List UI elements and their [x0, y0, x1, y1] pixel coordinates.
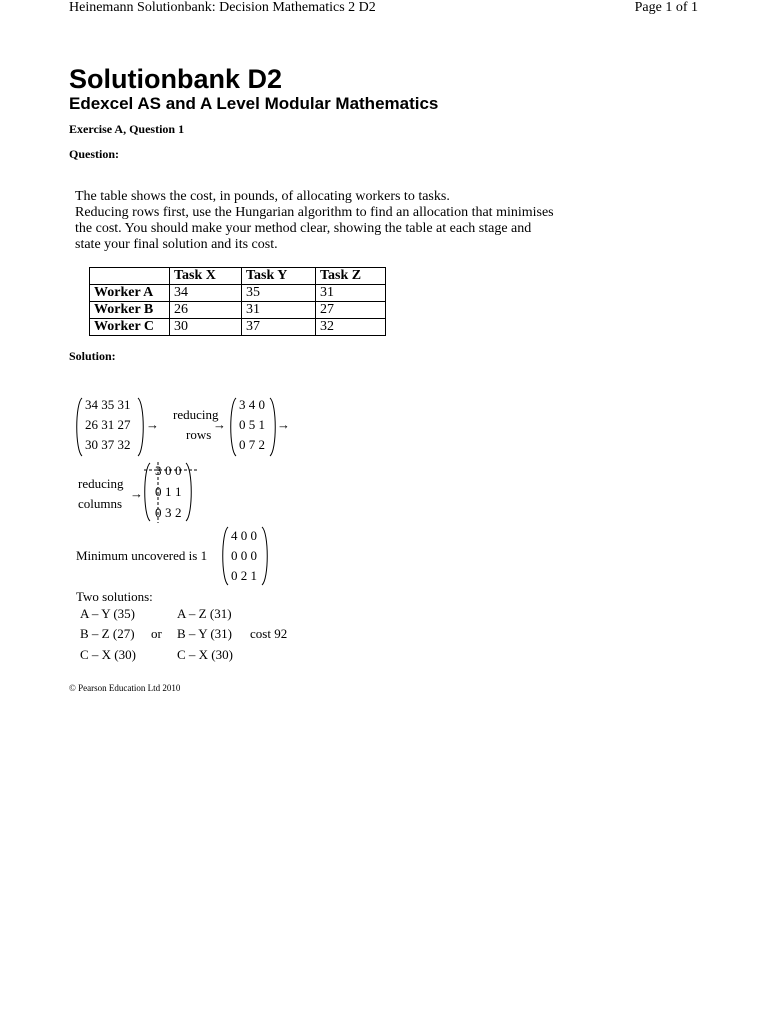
matrix-row: 26 31 27	[85, 417, 131, 432]
matrix-row: 3 4 0	[239, 397, 265, 412]
page-subtitle: Edexcel AS and A Level Modular Mathematics	[69, 94, 439, 113]
total-cost-label: cost 92	[250, 626, 288, 641]
matrix-row: 0 2 1	[231, 568, 257, 583]
solution-1-line: A – Y (35)	[80, 606, 136, 621]
left-paren	[77, 398, 82, 456]
arrow-right-icon: →	[277, 417, 290, 432]
page-header-title: Heinemann Solutionbank: Decision Mathematics 2 D2	[69, 0, 376, 15]
left-paren	[223, 527, 228, 585]
row-header-cell: Worker A	[90, 285, 170, 302]
table-cell: 32	[316, 319, 386, 336]
cols-reduced-matrix	[144, 462, 198, 523]
reducing-rows-label: rows	[186, 427, 212, 442]
matrix-cell: 3	[165, 505, 172, 520]
question-line: The table shows the cost, in pounds, of allocating workers to tasks.	[75, 189, 450, 204]
table-header-cell: Task X	[170, 268, 242, 285]
final-matrix	[223, 527, 268, 585]
matrix-row: 4 0 0	[231, 528, 257, 543]
table-cell: 34	[170, 285, 242, 302]
row-header-cell: Worker C	[90, 319, 170, 336]
reducing-rows-label: reducing	[173, 407, 219, 422]
two-solutions-label: Two solutions:	[76, 589, 153, 604]
matrix-cell: 0	[155, 484, 162, 499]
solution-label: Solution:	[69, 349, 116, 363]
matrix-row: 0 5 1	[239, 417, 265, 432]
exercise-label: Exercise A, Question 1	[69, 122, 185, 136]
matrix-cell: 1	[175, 484, 182, 499]
arrow-right-icon: →	[130, 486, 143, 501]
matrix-row: 30 37 32	[85, 437, 131, 452]
matrix-cell: 0	[155, 505, 162, 520]
original-matrix	[77, 397, 144, 456]
right-paren	[262, 527, 267, 585]
matrix-cell: 0	[165, 463, 172, 478]
solution-2-line: A – Z (31)	[177, 606, 232, 621]
solution-2-line: B – Y (31)	[177, 626, 233, 641]
table-cell: 37	[242, 319, 316, 336]
rows-reduced-matrix	[231, 397, 276, 456]
solution-2-line: C – X (30)	[177, 647, 233, 662]
row-header-cell: Worker B	[90, 302, 170, 319]
solution-1-line: C – X (30)	[80, 647, 136, 662]
question-line: Reducing rows first, use the Hungarian algorithm to find an allocation that minimises	[75, 205, 554, 220]
left-paren	[145, 463, 150, 521]
question-line: the cost. You should make your method clear, showing the table at each stage and	[75, 221, 532, 236]
question-label: Question:	[69, 147, 120, 161]
matrix-cell: 1	[165, 484, 172, 499]
reducing-columns-label: reducing	[78, 476, 124, 491]
solution-1-line: B – Z (27)	[80, 626, 135, 641]
matrix-row: 34 35 31	[85, 397, 131, 412]
table-header-cell: Task Z	[316, 268, 386, 285]
table-cell: 26	[170, 302, 242, 319]
table-header-cell: Task Y	[242, 268, 316, 285]
arrow-right-icon: →	[146, 417, 159, 432]
left-paren	[231, 398, 236, 456]
matrix-cell: 3	[155, 463, 162, 478]
table-cell: 31	[242, 302, 316, 319]
matrix-row: 0 0 0	[231, 548, 257, 563]
page-number: Page 1 of 1	[634, 0, 698, 15]
matrix-row: 0 7 2	[239, 437, 265, 452]
right-paren	[138, 398, 143, 456]
matrix-cell: 2	[175, 505, 182, 520]
copyright-footer: © Pearson Education Ltd 2010	[69, 683, 181, 693]
or-label: or	[151, 626, 162, 641]
table-cell: 27	[316, 302, 386, 319]
minimum-uncovered-label: Minimum uncovered is 1	[76, 548, 208, 563]
table-cell: 31	[316, 285, 386, 302]
right-paren	[186, 463, 191, 521]
table-cell: 35	[242, 285, 316, 302]
table-cell: 30	[170, 319, 242, 336]
arrow-right-icon: →	[213, 417, 226, 432]
question-line: state your final solution and its cost.	[75, 237, 278, 252]
matrix-cell: 0	[175, 463, 182, 478]
page-title: Solutionbank D2	[69, 64, 283, 94]
right-paren	[270, 398, 275, 456]
reducing-columns-label: columns	[78, 496, 123, 511]
